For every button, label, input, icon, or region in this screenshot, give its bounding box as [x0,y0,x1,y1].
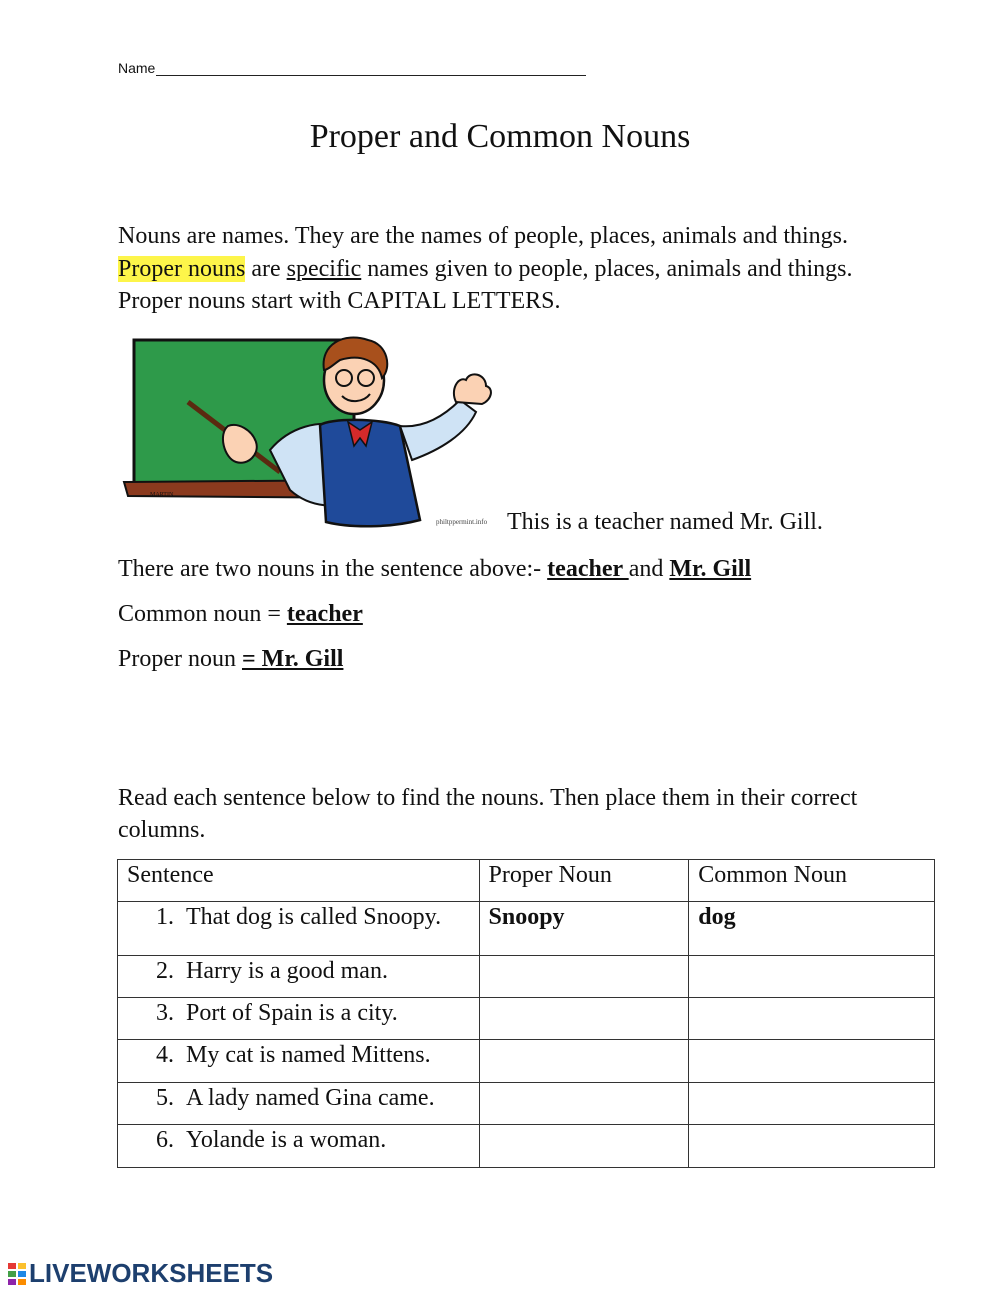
common-noun-line [118,601,363,628]
table-row [118,1083,935,1125]
intro-text-2: are [245,255,287,282]
underlined-term: specific [286,255,362,282]
header-common-noun: Common Noun [689,860,935,902]
sentence-cell [118,956,480,998]
sentence-cell [118,998,480,1040]
sentence-text: Harry is a good man. [186,958,388,984]
instructions: Read each sentence below to find the nouns. Then place them in their correct columns. [118,785,858,843]
proper-noun-answer[interactable] [479,1125,689,1168]
nouns-table [117,859,935,1168]
common-noun-value: teacher [286,601,363,627]
table-row [118,1040,935,1083]
proper-noun-answer[interactable] [479,956,689,998]
page-title: Proper and Common Nouns [309,118,691,155]
logo-text: LIVEWORKSHEETS [29,1258,274,1288]
common-noun-answer[interactable] [689,1040,935,1083]
table-row [118,1125,935,1168]
logo-blocks-icon [8,1263,26,1285]
liveworksheets-logo[interactable] [8,1258,273,1289]
example-connector: and [628,556,670,582]
proper-noun-answer[interactable] [479,1083,689,1125]
example-sentence [118,556,751,583]
sentence-cell [118,902,480,956]
proper-noun-value: = Mr. Gill [241,646,344,672]
proper-noun-answer[interactable] [479,998,689,1040]
highlighted-term: Proper nouns [118,255,246,282]
proper-noun-line [118,646,343,673]
example-noun-2: Mr. Gill [669,556,752,582]
teacher-hand-right [454,374,491,404]
sentence-text: Yolande is a woman. [186,1127,387,1153]
sentence-text: My cat is named Mittens. [186,1042,431,1068]
common-noun-label: Common noun = [118,601,287,627]
sentence-cell [118,1125,480,1168]
row-number: 5. [156,1085,174,1111]
proper-noun-answer[interactable] [479,1040,689,1083]
sentence-cell [118,1083,480,1125]
clipart-caption: This is a teacher named Mr. Gill. [507,509,823,535]
table-row [118,998,935,1040]
header-proper-noun: Proper Noun [479,860,689,902]
name-blank-line [156,61,586,76]
intro-text-3: names given to people, places, animals and things. Proper nouns start with CAPITAL LETTERS. [118,255,853,314]
intro-text-1: Nouns are names. They are the names of people, places, animals and things. [118,223,848,249]
row-number: 1. [156,904,174,930]
proper-noun-answer[interactable]: Snoopy [479,902,689,956]
table-header-row [118,860,935,902]
sentence-cell [118,1040,480,1083]
common-noun-answer[interactable] [689,1125,935,1168]
common-noun-answer[interactable]: dog [689,902,935,956]
table-row [118,956,935,998]
clipart-watermark: philtppermint.info [436,518,488,526]
table-row [118,902,935,956]
teacher-arm-right [400,400,476,460]
row-number: 3. [156,1000,174,1026]
row-number: 2. [156,958,174,984]
name-label: Name [118,60,156,76]
common-noun-answer[interactable] [689,998,935,1040]
common-noun-answer[interactable] [689,956,935,998]
sentence-text: A lady named Gina came. [186,1085,435,1111]
row-number: 4. [156,1042,174,1068]
intro-paragraph [118,220,898,318]
header-sentence: Sentence [118,860,480,902]
common-noun-answer[interactable] [689,1083,935,1125]
clipart-signature: MARTIN [150,492,174,498]
proper-noun-label: Proper noun [118,646,242,672]
name-field [118,60,586,76]
teacher-clipart [120,330,500,530]
example-noun-1: teacher [547,556,629,582]
sentence-text: Port of Spain is a city. [186,1000,398,1026]
row-number: 6. [156,1127,174,1153]
example-prefix: There are two nouns in the sentence above:- [118,556,548,582]
sentence-text: That dog is called Snoopy. [186,904,442,930]
